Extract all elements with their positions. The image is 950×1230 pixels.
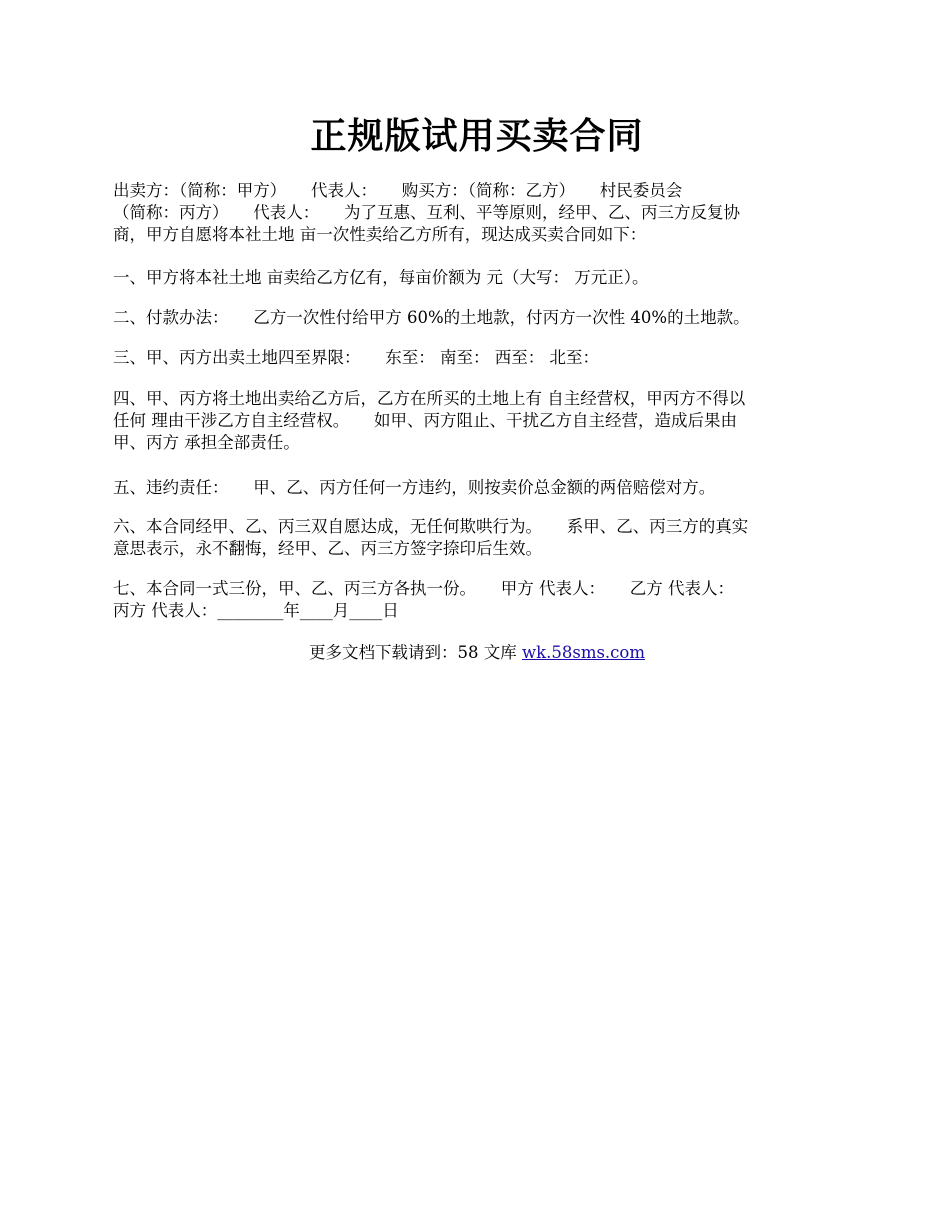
clause-4-line-3: 甲、丙方 承担全部责任。: [113, 433, 300, 452]
clause-6: [113, 516, 841, 560]
clause-7-line-1: 七、本合同一式三份，甲、乙、丙三方各执一份。 甲方 代表人： 乙方 代表人：: [113, 579, 734, 598]
clause-3: 三、甲、丙方出卖土地四至界限： 东至： 南至： 西至： 北至：: [113, 348, 599, 367]
clause-4-line-2: 任何 理由干涉乙方自主经营权。 如甲、丙方阻止、干扰乙方自主经营，造成后果由: [113, 411, 737, 430]
clause-7: [113, 578, 841, 622]
clause-2: 二、付款办法： 乙方一次性付给甲方 60%的土地款，付丙方一次性 40%的土地款。: [113, 308, 750, 327]
intro-line-2: （简称：丙方） 代表人： 为了互惠、互利、平等原则，经甲、乙、丙三方反复协: [113, 203, 740, 222]
clause-7-line-2: 丙方 代表人：________年____月____日: [113, 601, 399, 620]
clause-1: 一、甲方将本社土地 亩卖给乙方亿有，每亩价额为 元（大写： 万元正）。: [113, 268, 649, 287]
clause-4-line-1: 四、甲、丙方将土地出卖给乙方后，乙方在所买的土地上有 自主经营权，甲丙方不得以: [113, 389, 746, 408]
footer-link[interactable]: wk.58sms.com: [521, 643, 645, 662]
footer-download-note: [113, 642, 841, 664]
clause-6-line-1: 六、本合同经甲、乙、丙三双自愿达成，无任何欺哄行为。 系甲、乙、丙三方的真实: [113, 517, 749, 536]
clause-6-line-2: 意思表示，永不翻悔，经甲、乙、丙三方签字捺印后生效。: [113, 539, 542, 558]
clause-4: [113, 388, 841, 454]
document-title: 正规版试用买卖合同: [310, 115, 644, 157]
intro-line-3: 商，甲方自愿将本社土地 亩一次性卖给乙方所有，现达成买卖合同如下：: [113, 225, 647, 244]
clause-5: 五、违约责任： 甲、乙、丙方任何一方违约，则按卖价总金额的两倍赔偿对方。: [113, 478, 716, 497]
footer-prefix: 更多文档下载请到：58 文库: [308, 643, 522, 662]
intro-paragraph: [113, 180, 841, 246]
intro-line-1: 出卖方：（简称：甲方） 代表人： 购买方：（简称：乙方） 村民委员会: [113, 181, 683, 200]
